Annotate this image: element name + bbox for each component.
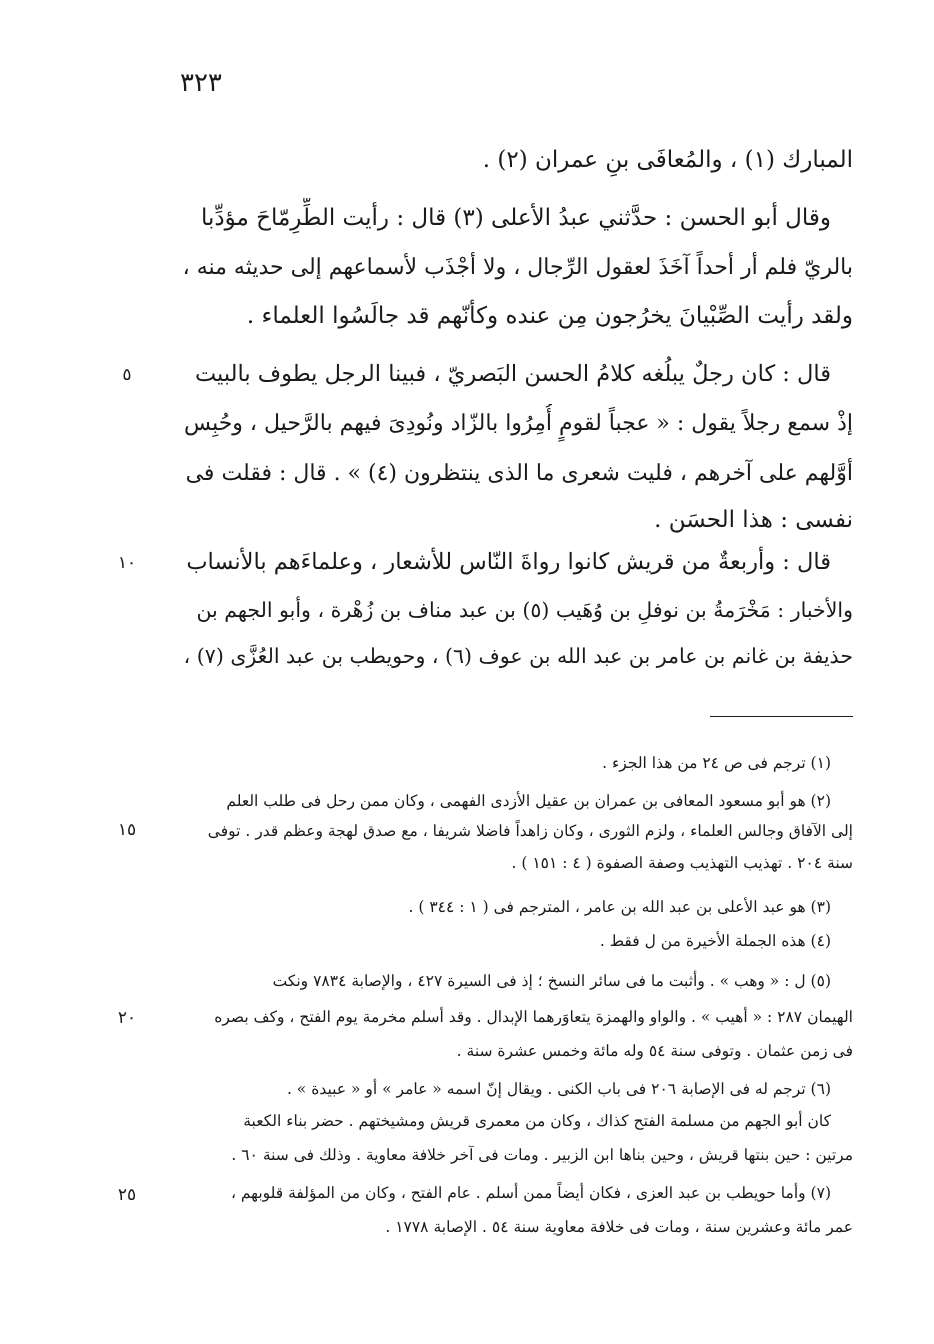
footnote-line: (٧) وأما حويطب بن عبد العزى ، فكان أيضاً ممن أسلم . عام الفتح ، وكان من المؤلفة قلوبهم ، [230,1184,831,1202]
footnote-line: إلى الآفاق وجالس العلماء ، ولزم الثورى ، وكان زاهداً فاضلا شريفا ، مع صدق لهجة وعظم قدر . توفى [207,822,853,840]
main-line: نفسى : هذا الحسَن . [654,507,853,533]
main-line: بالريّ فلم أر أحداً آخَذَ لعقول الرِّجال ، ولا أجْذَب لأسماعهم إلى حديثه منه ، [183,255,853,280]
footnote-line: الهيمان ٢٨٧ : « أهيب » . والواو والهمزة يتعاوَرهما الإبدال . وقد أسلم مخرمة يوم الفتح ، وكف بصره [214,1008,853,1026]
footnote-line: عمر مائة وعشرين سنة ، ومات فى خلافة معاوية سنة ٥٤ . الإصابة ١٧٧٨ . [385,1218,853,1236]
footnote-line: (٦) ترجم له فى الإصابة ٢٠٦ فى باب الكنى . ويقال إنّ اسمه « عامر » أو « عبيدة » . [286,1080,831,1098]
footnote-line: (٣) هو عبد الأعلى بن عبد الله بن عامر ، المترجم فى ( ١ : ٣٤٤ ) . [408,898,831,916]
main-line: قال : كان رجلٌ يبلُغه كلامُ الحسن البَصريّ ، فبينا الرجل يطوف بالبيت [194,361,831,387]
main-line: والأخبار : مَخْرَمةُ بن نوفلِ بن وُهَيب (٥) بن عبد مناف بن زُهْرة ، وأبو الجهم بن [196,598,853,622]
main-line: قال : وأربعةٌ من قريش كانوا رواةَ النّاس للأشعار ، وعلماءَهم بالأنساب [186,549,831,575]
main-line: المبارك (١) ، والمُعافَى بنِ عمران (٢) . [482,147,853,173]
footnote-line: (١) ترجم فى ص ٢٤ من هذا الجزء . [602,754,831,772]
page-number: ٣٢٣ [180,68,222,98]
footnote-line: كان أبو الجهم من مسلمة الفتح كذاك ، وكان من معمرى قريش ومشيختهم . حضر بناء الكعبة [243,1112,831,1130]
main-line: أوَّلهم على آخرهم ، فليت شعرى ما الذى ينتظرون (٤) » . قال : فقلت فى [185,461,853,486]
footnote-line: سنة ٢٠٤ . تهذيب التهذيب وصفة الصفوة ( ٤ : ١٥١ ) . [511,854,853,872]
footnote-line: (٢) هو أبو مسعود المعافى بن عمران بن عقيل الأزدى الفهمى ، وكان ممن رحل فى طلب العلم [226,792,831,810]
footnote-line: مرتين : حين بنتها قريش ، وحين بناها ابن الزبير . ومات فى آخر خلافة معاوية . وذلك فى سنة ٦٠ . [231,1146,853,1164]
footnote-line: (٤) هذه الجملة الأخيرة من ل فقط . [599,932,831,950]
line-number-marker: ٥ [122,365,132,385]
footnote-line: فى زمن عثمان . وتوفى سنة ٥٤ وله مائة وخمس عشرة سنة . [456,1042,853,1060]
line-number-marker: ٢٠ [117,1008,137,1028]
line-number-marker: ١٥ [117,820,137,840]
line-number-marker: ١٠ [117,553,137,573]
main-line: إذْ سمع رجلاً يقول : « عجباً لقومٍ أُمِرُوا بالزّاد ونُودِىَ فيهم بالرَّحيل ، وحُبِس [184,411,853,436]
line-number-marker: ٢٥ [117,1185,137,1205]
footnote-separator [710,716,853,717]
main-line: ولقد رأيت الصِّبْيانَ يخرُجون مِن عنده وكأنّهم قد جالَسُوا العلماء . [246,303,853,329]
main-line: حذيفة بن غانم بن عامر بن عبد الله بن عوف (٦) ، وحويطب بن عبد العُزَّى (٧) ، [183,644,853,668]
footnote-line: (٥) ل : « وهب » . وأثبت ما فى سائر النسخ ؛ إذ فى السيرة ٤٢٧ ، والإصابة ٧٨٣٤ ونكت [272,972,831,990]
main-line: وقال أبو الحسن : حدَّثني عبدُ الأعلى (٣) قال : رأيت الطِّرِمّاحَ مؤدِّبا [200,205,831,231]
